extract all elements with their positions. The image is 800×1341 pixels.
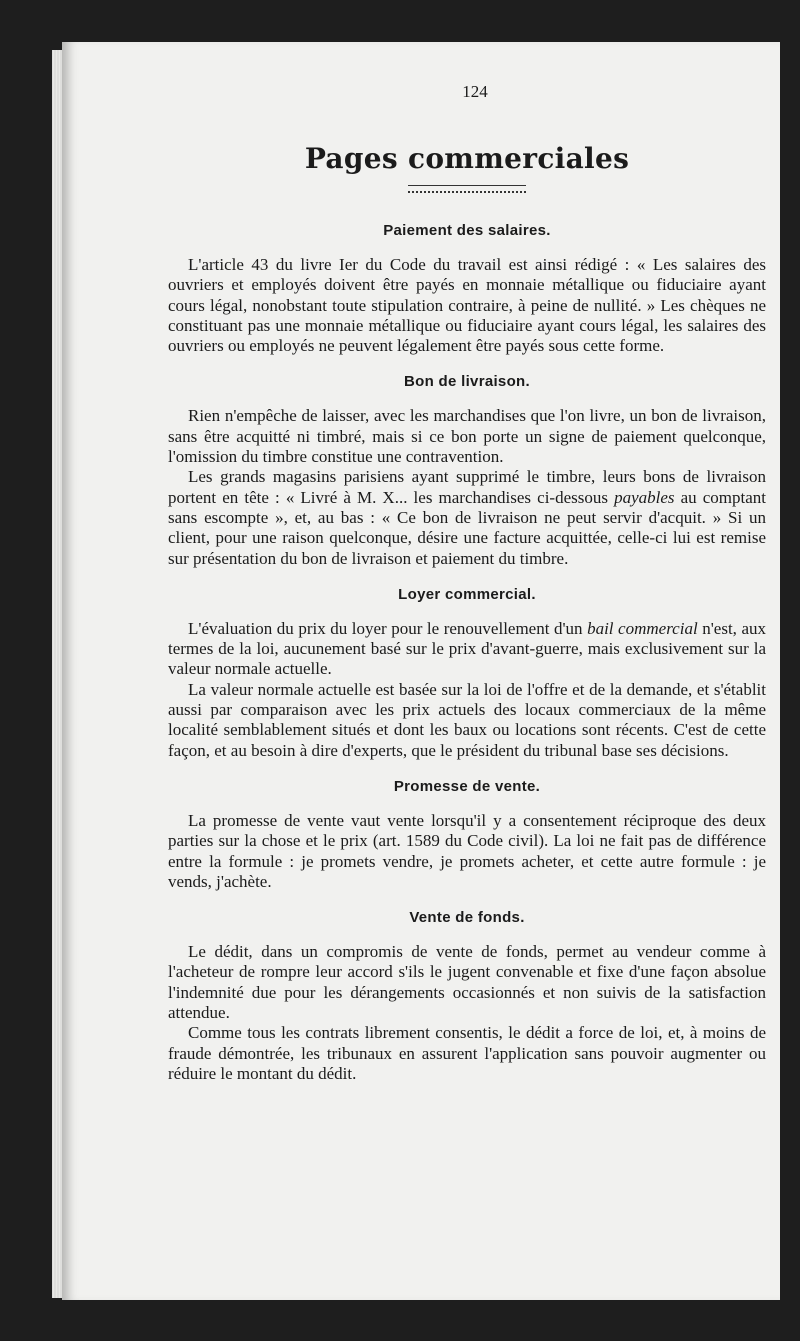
page-number: 124 <box>462 82 488 101</box>
heading-paiement-salaires: Paiement des salaires. <box>383 222 551 239</box>
paragraph: La valeur normale actuelle est basée sur la loi de l'offre et de la demande, et s'établit aussi par comparaison avec les prix actuels des locaux commerciaux de la même localité semblablement situés et dont les baux ou locations sont récents. C'est de cette façon, et au besoin à dire d'experts, que le président du tribunal base ses décisions. <box>168 679 766 760</box>
paragraph: Les grands magasins parisiens ayant supprimé le timbre, leurs bons de livraison portent en tête : « Livré à M. X... les marchandises ci-dessous payables au comptant sans escompte », et, au bas : « Ce bon de livraison ne peut servir d'acquit. » Si un client, pour une raison quelconque, désire une facture acquittée, celle-ci lui est remise sur présentation du bon de livraison et paiement du timbre. <box>168 467 766 568</box>
paragraph: La promesse de vente vaut vente lorsqu'il y a consentement réciproque des deux parties sur la chose et le prix (art. 1589 du Code civil). La loi ne fait pas de différence entre la formule : je promets vendre, je promets acheter, et cette autre formule : je vends, j'achète. <box>168 810 766 891</box>
page-content <box>168 82 766 1084</box>
heading-vente-fonds: Vente de fonds. <box>409 909 525 927</box>
heading-bon-livraison: Bon de livraison. <box>404 373 530 391</box>
paragraph: Le dédit, dans un compromis de vente de fonds, permet au vendeur comme à l'acheteur de rompre leur accord s'ils le jugent convenable et fixe d'une façon absolue l'indemnité due pour les dérangements occasionnés et non suivis de la satisfaction attendue. <box>168 942 766 1023</box>
page-title: Pages commerciales <box>304 142 630 175</box>
paragraph: L'article 43 du livre Ier du Code du travail est ainsi rédigé : « Les salaires des ouvriers et employés doivent être payés en monnaie métallique ou fiduciaire ayant cours légal, nonobstant toute stipulation contraire, à peine de nullité. » Les chèques ne constituant pas une monnaie métallique ou fiduciaire ayant cours légal, les salaires des ouvriers ou employés ne peuvent légalement être payés sous cette forme. <box>168 255 766 356</box>
title-rule <box>408 185 526 193</box>
paragraph: L'évaluation du prix du loyer pour le renouvellement d'un bail commercial n'est, aux termes de la loi, aucunement basé sur le prix d'avant-guerre, mais exclusivement sur la valeur normale actuelle. <box>168 618 766 679</box>
heading-promesse-vente: Promesse de vente. <box>393 777 541 795</box>
heading-loyer-commercial: Loyer commercial. <box>398 585 536 603</box>
paragraph: Comme tous les contrats librement consentis, le dédit a force de loi, et, à moins de fraude démontrée, les tribunaux en assurent l'application sans pouvoir augmenter ou réduire le montant du dédit. <box>168 1023 766 1083</box>
paragraph: Rien n'empêche de laisser, avec les marchandises que l'on livre, un bon de livraison, sans être acquitté ni timbré, mais si ce bon porte un signe de paiement quelconque, l'omission du timbre constitue une contravention. <box>168 406 766 467</box>
